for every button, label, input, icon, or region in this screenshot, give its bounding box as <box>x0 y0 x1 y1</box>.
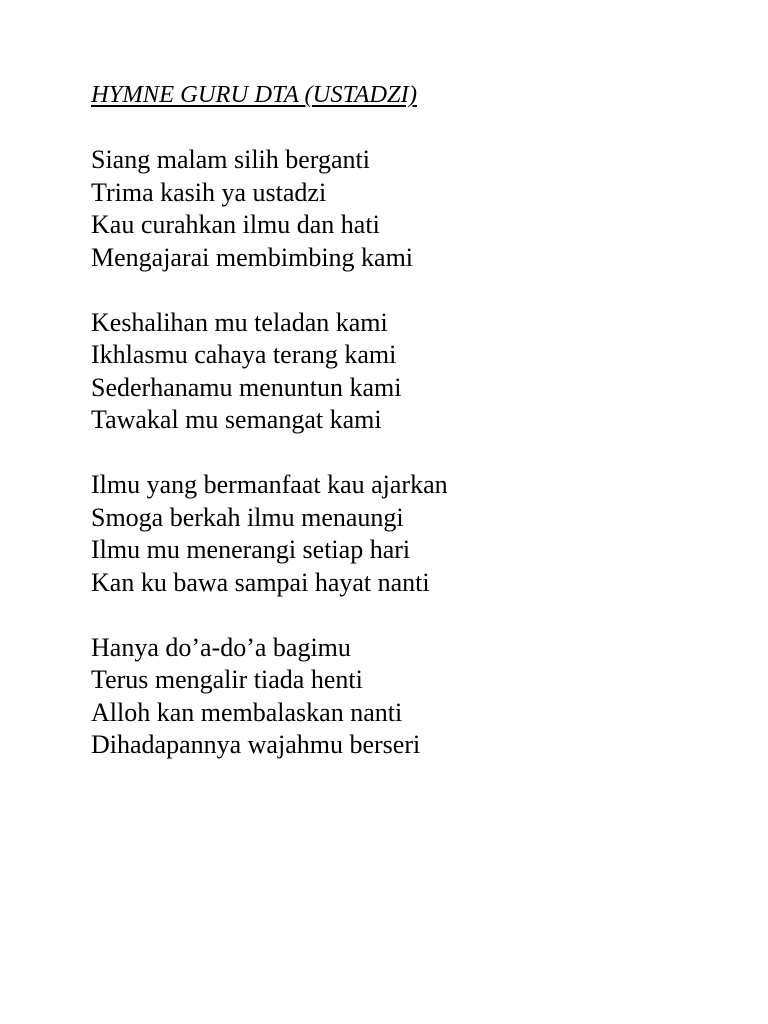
lyric-line: Ilmu yang bermanfaat kau ajarkan <box>91 470 448 499</box>
lyric-line: Hanya do’a-do’a bagimu <box>91 632 351 662</box>
lyric-line: Ilmu mu menerangi setiap hari <box>91 535 411 564</box>
lyric-line: Trima kasih ya ustadzi <box>91 177 327 207</box>
lyric-line: Tawakal mu semangat kami <box>91 405 382 434</box>
lyric-line: Ikhlasmu cahaya terang kami <box>91 340 397 369</box>
stanza-2 <box>91 307 731 437</box>
lyric-line: Keshalihan mu teladan kami <box>91 307 388 337</box>
lyric-line: Terus mengalir tiada henti <box>91 665 363 694</box>
lyric-line: Alloh kan membalaskan nanti <box>91 697 403 727</box>
lyric-line: Siang malam silih berganti <box>91 145 370 174</box>
lyric-line: Smoga berkah ilmu menaungi <box>91 502 404 532</box>
lyric-line: Mengajarai membimbing kami <box>91 242 414 272</box>
lyric-line: Kau curahkan ilmu dan hati <box>91 210 380 239</box>
stanza-3 <box>91 469 731 599</box>
lyric-line: Kan ku bawa sampai hayat nanti <box>91 567 430 597</box>
document-page <box>91 79 731 794</box>
lyrics-body <box>91 144 731 762</box>
lyric-line: Dihadapannya wajahmu berseri <box>91 730 421 759</box>
document-title: HYMNE GURU DTA (USTADZI) <box>91 81 417 108</box>
lyric-line: Sederhanamu menuntun kami <box>91 372 402 402</box>
stanza-4 <box>91 632 731 762</box>
stanza-1 <box>91 144 731 274</box>
